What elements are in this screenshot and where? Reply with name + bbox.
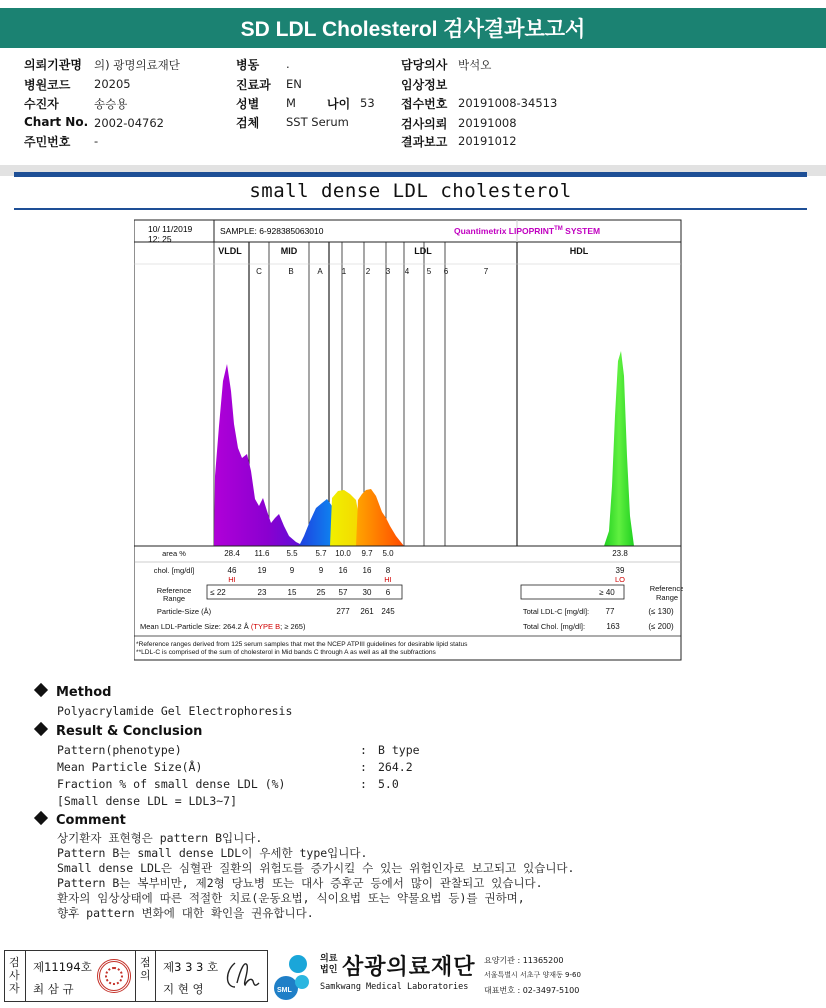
chol-value: 19 <box>257 566 267 575</box>
diamond-bullet-icon <box>34 722 48 736</box>
ref-label: Range <box>655 593 679 602</box>
result-key: Mean Particle Size(Å) <box>57 760 203 774</box>
flag-value: HI <box>384 575 392 584</box>
ref-value: 6 <box>385 588 391 597</box>
info-label: 의뢰기관명 <box>24 58 82 72</box>
info-label: 성별 <box>236 97 260 111</box>
chart-date: 10/ 11/2019 <box>148 224 193 234</box>
result-colon: : <box>360 760 367 774</box>
result-key: Pattern(phenotype) <box>57 743 182 757</box>
info-label: 주민번호 <box>24 135 71 149</box>
chol-value: 9 <box>289 566 295 575</box>
ref-value: 25 <box>316 588 326 597</box>
chart-system <box>454 226 600 236</box>
band-label: C <box>256 267 262 276</box>
area-value: 5.0 <box>382 549 394 558</box>
particle-value: 245 <box>381 607 395 616</box>
chol-value: 16 <box>362 566 372 575</box>
divider-blue <box>14 172 807 177</box>
info-label: 병원코드 <box>24 78 71 92</box>
chol-value: 46 <box>227 566 237 575</box>
chol-value: 9 <box>318 566 324 575</box>
diamond-bullet-icon <box>34 811 48 825</box>
info-label: 임상정보 <box>401 78 448 92</box>
band-label: 6 <box>443 267 449 276</box>
result-heading-text: Result & Conclusion <box>56 724 203 739</box>
band-label: B <box>288 267 294 276</box>
org-type-2: 법인 <box>320 965 338 975</box>
info-label: 수진자 <box>24 97 59 111</box>
footnote: **LDL-C is comprised of the sum of cholesterol in Mid bands C through A as well as all the subfractions <box>136 649 436 656</box>
total-chol-ref: (≤ 200) <box>648 622 674 631</box>
flag-value: HI <box>228 575 236 584</box>
total-chol-value: 163 <box>606 622 620 631</box>
age-value: 53 <box>360 96 375 110</box>
info-value: SST Serum <box>286 115 349 129</box>
result-colon: : <box>360 743 367 757</box>
seal-stamp-icon <box>97 959 131 993</box>
info-value: 20205 <box>94 77 131 91</box>
method-text: Polyacrylamide Gel Electrophoresis <box>57 704 293 718</box>
logo-text: SML <box>277 987 292 994</box>
info-label: 검사의뢰 <box>401 117 448 131</box>
info-value: 의) 광명의료재단 <box>94 58 180 72</box>
band-label: 7 <box>483 267 489 276</box>
chol-value: 39 <box>615 566 625 575</box>
band-label: 3 <box>385 267 391 276</box>
result-value: 5.0 <box>378 777 399 791</box>
area-value: 28.4 <box>224 549 240 558</box>
total-ldl-label: Total LDL-C [mg/dl]: <box>522 607 590 616</box>
sig-divider <box>25 951 26 1001</box>
ref-value: 30 <box>362 588 372 597</box>
comment-line: 환자의 임상상태에 따른 적절한 치료(운동요법, 식이요법 또는 약물요법 등)를 권하며, <box>57 891 525 905</box>
chart-time: 12: 25 <box>148 234 172 244</box>
inspector-label: 검사자 <box>9 956 20 995</box>
band-label: 4 <box>404 267 410 276</box>
phone: 대표번호 : 02-3497-5100 <box>484 986 580 995</box>
comment-heading <box>36 813 126 828</box>
org-type <box>320 954 337 976</box>
group-label: VLDL <box>218 246 242 256</box>
ref-value: 57 <box>338 588 348 597</box>
age-label: 나이 <box>327 97 351 111</box>
mean-value: 264.2 Å <box>222 622 251 631</box>
report-title: SD LDL Cholesterol 검사결과보고서 <box>240 18 586 41</box>
signature-box <box>4 950 268 1002</box>
info-label: 검체 <box>236 116 260 130</box>
group-label: MID <box>280 246 298 256</box>
area-value: 11.6 <box>254 549 270 558</box>
total-ldl-ref: (≤ 130) <box>648 607 674 616</box>
plot-area <box>134 242 681 546</box>
method-heading <box>36 685 111 700</box>
info-value: 20191008 <box>458 116 517 130</box>
result-note: [Small dense LDL = LDL3~7] <box>57 794 238 808</box>
org-en: Samkwang Medical Laboratories <box>320 982 469 992</box>
area-value: 5.5 <box>286 549 298 558</box>
mean-ref: ; ≥ 265) <box>280 622 306 631</box>
info-label: 접수번호 <box>401 97 448 111</box>
method-heading-text: Method <box>56 685 112 700</box>
chart-system-name: Quantimetrix LIPOPRINT <box>454 226 555 236</box>
comment-line: Pattern B는 small dense LDL이 우세한 type입니다. <box>57 846 368 860</box>
info-value: 박석오 <box>458 58 492 72</box>
band-label: 5 <box>426 267 432 276</box>
info-label: 결과보고 <box>401 135 448 149</box>
lipoprint-chart <box>134 216 683 688</box>
address: 서울특별시 서초구 양재동 9-60 <box>484 971 581 979</box>
comment-line: Pattern B는 복부비만, 제2형 당뇨병 또는 대사 증후군 등에서 많이 관찰되고 있습니다. <box>57 876 543 890</box>
lipoprint-svg <box>134 216 683 688</box>
ref-value: ≤ 22 <box>210 588 226 597</box>
chart-system-tm: TM <box>554 226 563 232</box>
area-value: 23.8 <box>612 549 628 558</box>
info-value: EN <box>286 77 302 91</box>
info-value: 20191012 <box>458 134 517 148</box>
info-label: 진료과 <box>236 78 271 92</box>
chol-value: 8 <box>385 566 391 575</box>
row-label-area: area % <box>162 549 186 558</box>
area-value: 9.7 <box>361 549 373 558</box>
info-value: 2002-04762 <box>94 116 164 130</box>
ref-label: Reference <box>156 586 192 595</box>
flag-value: LO <box>614 575 626 584</box>
ref-value: 23 <box>257 588 267 597</box>
particle-value: 261 <box>360 607 374 616</box>
patient-info <box>0 48 826 166</box>
reviewer-label: 점의 <box>140 956 151 982</box>
band-label: 2 <box>365 267 371 276</box>
result-heading <box>36 724 202 739</box>
ref-box <box>207 585 402 599</box>
inspector-no: 제11194호 <box>33 960 92 974</box>
mean-type: (TYPE B <box>250 622 281 631</box>
ref-label: Reference <box>649 584 683 593</box>
mean-line <box>140 622 306 631</box>
section-title: small dense LDL cholesterol <box>249 180 572 202</box>
hdl-peak <box>604 351 634 546</box>
data-table <box>134 549 683 656</box>
area-value: 5.7 <box>315 549 327 558</box>
band-label: 1 <box>341 267 347 276</box>
row-label-chol: chol. [mg/dl] <box>153 566 195 575</box>
ref-value: 15 <box>287 588 297 597</box>
particle-label: Particle-Size (Å) <box>156 607 212 616</box>
result-value: 264.2 <box>378 760 413 774</box>
info-label: Chart No. <box>24 115 89 129</box>
info-value: - <box>94 134 99 148</box>
info-label: 담당의사 <box>401 58 448 72</box>
comment-heading-text: Comment <box>56 813 126 828</box>
report-header <box>0 8 826 48</box>
vldl-mid-peak <box>214 364 304 546</box>
comment-line: Small dense LDL은 심혈관 질환의 위험도를 증가시킬 수 있는 위험인자로 보고되고 있습니다. <box>57 861 575 875</box>
ref-value: ≥ 40 <box>599 588 615 597</box>
group-label: HDL <box>569 246 589 256</box>
reg-no: 요양기관 : 11365200 <box>484 956 564 965</box>
inspector-name: 최 삼 규 <box>33 982 74 996</box>
divider-blue-thin <box>14 208 807 210</box>
diamond-bullet-icon <box>34 683 48 697</box>
mid-a-peak <box>299 499 334 546</box>
chart-sample: SAMPLE: 6-928385063010 <box>220 226 324 236</box>
ldl2-3-peak <box>356 489 404 546</box>
sig-divider <box>135 951 136 1001</box>
comment-line: 상기환자 표현형은 pattern B입니다. <box>57 831 263 845</box>
info-value: M <box>286 96 296 110</box>
info-label: 병동 <box>236 58 260 72</box>
result-colon: : <box>360 777 367 791</box>
ref-label: Range <box>162 594 186 603</box>
sig-divider <box>155 951 156 1001</box>
info-value: 송승용 <box>94 97 128 111</box>
reviewer-no: 제3 3 3 호 <box>163 960 219 974</box>
result-value: B type <box>378 743 420 757</box>
area-value: 10.0 <box>335 549 351 558</box>
footnote: *Reference ranges derived from 125 serum samples that met the NCEP ATPIII guidelines for desirable lipid status <box>136 641 468 648</box>
result-key: Fraction % of small dense LDL (%) <box>57 777 286 791</box>
org-name: 삼광의료재단 <box>342 955 476 980</box>
total-chol-label: Total Chol. [mg/dl]: <box>522 622 586 631</box>
signature-icon <box>223 957 263 995</box>
reviewer-name: 지 현 영 <box>163 982 204 996</box>
band-label: A <box>317 267 323 276</box>
info-value: . <box>286 57 290 71</box>
sml-logo-icon <box>272 950 316 1002</box>
mean-label: Mean LDL-Particle Size: <box>140 622 223 631</box>
comment-line: 향후 pattern 변화에 대한 확인을 권유합니다. <box>57 906 314 920</box>
group-label: LDL <box>414 246 432 256</box>
chart-system-suffix: SYSTEM <box>562 226 601 236</box>
org-type-1: 의료 <box>320 954 338 964</box>
chol-value: 16 <box>338 566 348 575</box>
particle-value: 277 <box>336 607 350 616</box>
total-ldl-value: 77 <box>605 607 615 616</box>
info-value: 20191008-34513 <box>458 96 558 110</box>
